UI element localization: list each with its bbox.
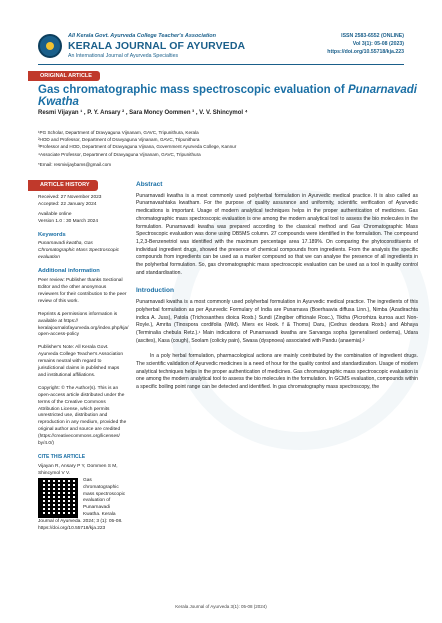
association-name: All Kerala Govt. Ayurveda College Teacher's Association	[68, 33, 217, 39]
page-footer: Kerala Journal of Ayurveda 3(1): 05-08 (2024)	[175, 604, 267, 609]
keywords-heading: Keywords	[38, 231, 66, 238]
affiliation-3: ³Professor and HOD, Department of Dravyaguna Vijnana, Government Ayurveda College, Kannur	[38, 144, 237, 150]
abstract-text: Punarnavadi kwatha is a most commonly used polyherbal formulation in Ayurvedic medical practice. It is also called as Punarnavashtaka kwatham. For the purpose of quality assurance and uniformity, scientific verification of Ayurvedic medications is important. Usage of modern analytical techniques helps in the proper authentication of medicines. Gas chromatographic mass spectroscopic evaluation is one among the modern analytical tool to assess the bio molecules in the formulation. Punarnavadi kwatha was prepared according to the classical method and Gas Chromatographic Mass Spectroscopic evaluation was done using DB5MS column. 27 compounds were identified in the formulation. The compound 1,2,3-Benzenetriol was identified with the maximum percentage area 17.189%. On comparing the phytoconstituents of individual ingredient drugs, showed the presence of chemical compounds from ingredients. From the analysis the specific compounds from ingredients can be used as a marker compound so that we can analyse the presence of all ingredients in the polyherbal formulation. So, gas chromatographic mass spectroscopic evaluation can be used as a tool in quality control and standardisation.	[136, 192, 418, 276]
affiliations	[38, 129, 236, 158]
sidebar	[38, 180, 128, 533]
introduction-heading: Introduction	[136, 287, 174, 295]
version-date: Version 1.0 : 30 March 2024	[38, 218, 98, 224]
cite-heading: CITE THIS ARTICLE	[38, 454, 86, 460]
copyright-note: Copyright: © The Author(s). This is an open-access article distributed under the terms of the Creative Commons Attribution License, which permits unrestricted use, distribution and reproduction in any medium, provided the original author and source are credited (https://creativecommons.org/licenses/ by/4.0/)	[38, 385, 127, 447]
keywords: Punarnavadi kwatha, Gas Chromatographic Mass Spectroscopic evaluation	[38, 241, 120, 261]
additional-info-heading: Additional information	[38, 268, 100, 275]
article-type-badge: ORIGINAL ARTICLE	[28, 71, 100, 81]
journal-subtitle: An International Journal of Ayurveda Specialties	[68, 53, 179, 59]
accepted-date: Accepted: 22 January 2024	[38, 201, 97, 207]
reprints-note[interactable]: Reprints & permissions information is available at https:// keralajournalofayurveda.org/index.php/kja/ open-access-policy	[38, 311, 129, 338]
volume-info: Vol 3(1): 05-08 (2023)	[352, 41, 404, 47]
affiliation-1: ¹PG Scholar, Department of Dravyaguna Vijnanam, GAVC, Tripunithura, Kerala	[38, 130, 199, 135]
qr-code-icon[interactable]	[38, 478, 78, 518]
affiliation-2: ²HOD and Professor, Department of Dravyaguna Vijnanam, GAVC, Tripunithura	[38, 137, 200, 143]
doi-link[interactable]: https://doi.org/10.55718/kja.223	[327, 49, 404, 55]
peer-review-note: Peer review: Publisher thanks Sectional Editor and the other anonymous reviewers for their contribution to the peer review of this work.	[38, 278, 127, 304]
article-history-label: ARTICLE HISTORY	[28, 180, 98, 191]
article-title: Gas chromatographic mass spectroscopic evaluation of Punarnavadi Kwatha	[38, 84, 417, 108]
publisher-note: Publisher's Note: All Kerala Govt. Ayurveda College Teacher's Association remains neutral with regard to jurisdictional claims in published maps and institutional affiliations.	[38, 345, 124, 378]
main-text	[136, 181, 418, 400]
affiliation-4: ⁴Associate Professor, Department of Dravyaguna Vijnanam, GAVC, Tripunithura	[38, 151, 201, 157]
intro-paragraph-2: In a poly herbal formulation, pharmacological actions are mainly contributed by the combination of ingredient drugs. The scientific validation of Ayurvedic medicines is a need of hour for the quality control and standardization. Usage of modern analytical techniques helps in the proper authentication of medicines. Gas chromatographic mass spectroscopic evaluation is one among the modern analytical tool to assess the bio molecules in the formulation. In GCMS evaluation, compounds within a specific boiling point range can be detected and identified. In gas chromatography mass spectroscopy, the	[136, 353, 418, 391]
journal-name: KERALA JOURNAL OF AYURVEDA	[68, 40, 246, 52]
author-list: Resmi Vijayan ¹ , P. Y. Ansary ² , Sara Moncy Oommen ³ , V. V. Shincymol ⁴	[38, 110, 248, 116]
cite-text: Gas chromatographic mass spectroscopic evaluation of Punarnavadi Kwatha. Kerala Journal of Ayurveda. 2024; 3 (1): 05-08. https://doi.org/10.55718/kja.223	[38, 477, 126, 532]
header-divider	[38, 64, 404, 65]
corresponding-email[interactable]: *Email: resmivijaybams@gmail.com	[38, 162, 112, 167]
journal-logo	[38, 34, 62, 58]
abstract-heading: Abstract	[136, 181, 163, 188]
issn: ISSN 2583-6552 (ONLINE)	[341, 33, 404, 39]
available-online: Available online	[38, 211, 72, 217]
cite-block	[38, 478, 128, 533]
intro-paragraph-1: Punarnavadi kwatha is a most commonly used polyherbal formulation in Ayurvedic medical practice. The ingredients of this polyherbal formulation as per Ayurvedic Formulary of India are Punarnava (Boerhaavia diffusa Linn.), Nimba (Azadirachta indica A. Juss), Patola (Trichosanthes dioica Roxb.) Sundi (Zingiber officinale Rosc.), Tiktha (Picrorhiza kurroa auct Non-Royle.), Amrita (Tinospora cordifolia (Wild). Miers ex Hook. f & Thoms) Daru, (Cedrus deodara Roxb.) and Abhaya (Terminalia chebula Retz.).¹ Main indications of Punarnavadi kwatha are Sarvanga sopha (generalised oedema), Udara (ascites), Kasa (cough), Soolam (colicky pain), Swasa (dyspnoea) associated with Pandu (anaemia).²	[136, 299, 418, 344]
received-date: Received: 27 November 2023	[38, 194, 102, 200]
cite-authors: Vijayan R, Ansary P Y, Oommen S M, Shincymol V V.	[38, 463, 118, 476]
